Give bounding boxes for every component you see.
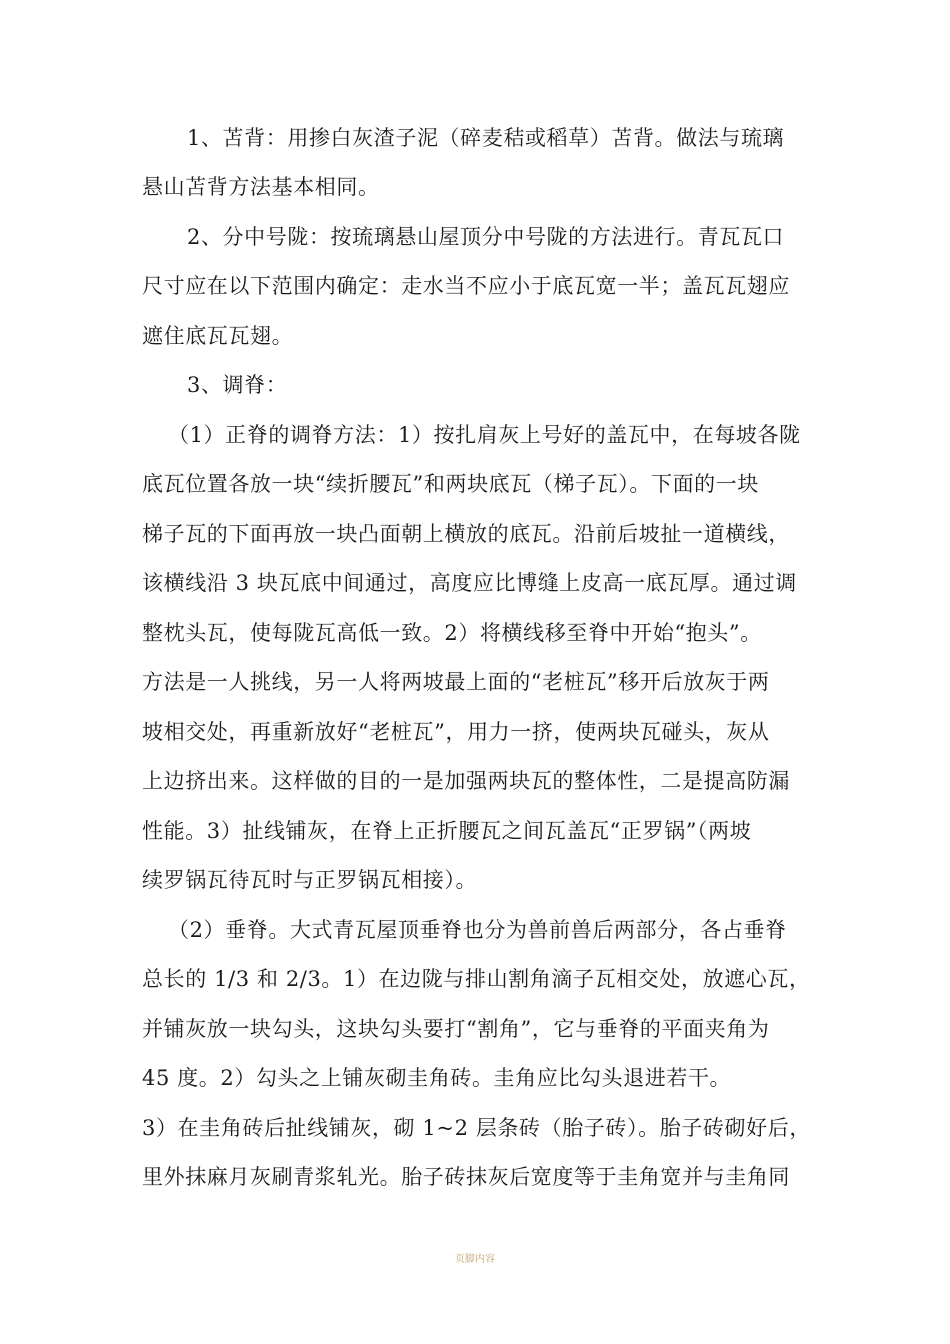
paragraph-1-line-2: 悬山苫背方法基本相同。 [142, 175, 380, 199]
section-3-heading: 3、调脊： [187, 373, 288, 397]
paragraph-3-line-4: 该横线沿 3 块瓦底中间通过，高度应比博缝上皮高一底瓦厚。通过调 [142, 571, 797, 595]
paragraph-3-line-5: 整枕头瓦，使每陇瓦高低一致。2）将横线移至脊中开始“抱头”。 [142, 621, 762, 645]
paragraph-4-line-2: 总长的 1/3 和 2/3。1）在边陇与排山割角滴子瓦相交处，放遮心瓦， [142, 967, 811, 991]
paragraph-2-line-3: 遮住底瓦瓦翅。 [142, 324, 294, 348]
page-footer: 页脚内容 [455, 1254, 495, 1265]
paragraph-3-line-9: 性能。3）扯线铺灰，在脊上正折腰瓦之间瓦盖瓦“正罗锅”（两坡 [142, 819, 752, 843]
paragraph-5-line-1: 3）在圭角砖后扯线铺灰，砌 1~2 层条砖（胎子砖）。胎子砖砌好后， [142, 1116, 811, 1140]
paragraph-3-line-3: 梯子瓦的下面再放一块凸面朝上横放的底瓦。沿前后坡扯一道横线， [142, 522, 790, 546]
paragraph-1-line-1: 1、苫背：用掺白灰渣子泥（碎麦秸或稻草）苫背。做法与琉璃 [187, 126, 785, 150]
paragraph-5-line-2: 里外抹麻月灰刷青浆轧光。胎子砖抹灰后宽度等于圭角宽并与圭角同 [142, 1165, 790, 1189]
paragraph-4-line-1: （2）垂脊。大式青瓦屋顶垂脊也分为兽前兽后两部分，各占垂脊 [168, 918, 787, 942]
paragraph-3-line-2: 底瓦位置各放一块“续折腰瓦”和两块底瓦（梯子瓦）。下面的一块 [142, 472, 759, 496]
paragraph-3-line-8: 上边挤出来。这样做的目的一是加强两块瓦的整体性，二是提高防漏 [142, 769, 790, 793]
paragraph-2-line-1: 2、分中号陇：按琉璃悬山屋顶分中号陇的方法进行。青瓦瓦口 [187, 225, 785, 249]
paragraph-3-line-7: 坡相交处，再重新放好“老桩瓦”，用力一挤，使两块瓦碰头，灰从 [142, 720, 770, 744]
paragraph-4-line-4: 45 度。2）勾头之上铺灰砌圭角砖。圭角应比勾头退进若干。 [142, 1066, 732, 1090]
paragraph-3-line-10: 续罗锅瓦待瓦时与正罗锅瓦相接）。 [142, 868, 478, 892]
paragraph-2-line-2: 尺寸应在以下范围内确定：走水当不应小于底瓦宽一半；盖瓦瓦翅应 [142, 274, 790, 298]
paragraph-3-line-6: 方法是一人挑线，另一人将两坡最上面的“老桩瓦”移开后放灰于两 [142, 670, 770, 694]
paragraph-4-line-3: 并铺灰放一块勾头，这块勾头要打“割角”，它与垂脊的平面夹角为 [142, 1017, 770, 1041]
paragraph-3-line-1: （1）正脊的调脊方法：1）按扎肩灰上号好的盖瓦中，在每坡各陇 [168, 423, 801, 447]
